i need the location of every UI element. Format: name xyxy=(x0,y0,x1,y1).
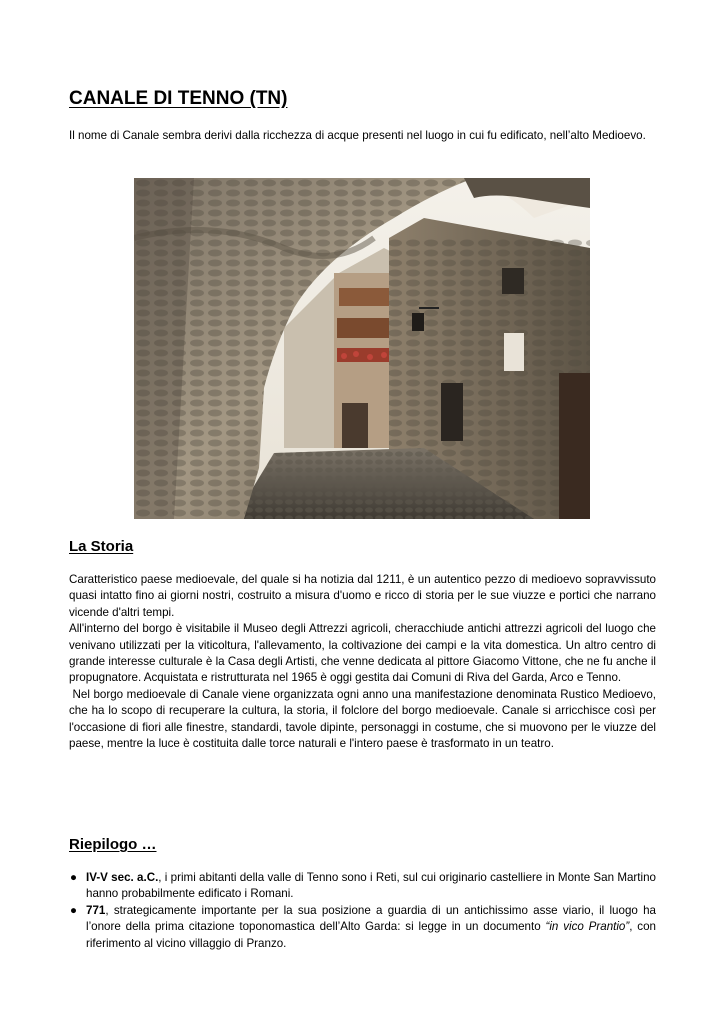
story-paragraph: Caratteristico paese medioevale, del quale si ha notizia dal 1211, è un autentico pezzo di medioevo sopravvissuto quasi intatto fino ai giorni nostri, costruito a misura d'uomo e ricco di storia per le sue viuzze e portici che narrano vicende d'altri tempi. xyxy=(69,573,656,619)
document-title: CANALE DI TENNO (TN) xyxy=(69,88,288,109)
item-date: IV-V sec. a.C. xyxy=(86,871,159,884)
story-text xyxy=(69,572,660,752)
bullet-icon: ● xyxy=(70,871,78,884)
bullet-icon: ● xyxy=(70,903,78,917)
story-heading: La Storia xyxy=(69,538,134,555)
intro-paragraph: Il nome di Canale sembra derivi dalla ricchezza di acque presenti nel luogo in cui fu edificato, nell’alto Medioevo. xyxy=(69,129,646,142)
story-paragraph: All'interno del borgo è visitabile il Museo degli Attrezzi agricoli, cheracchiude antichi attrezzi agricoli del luogo che venivano utilizzati per la viticoltura, l'allevamento, la coltivazione dei campi e la vita domestica. Un altro centro di grande interesse culturale è la Casa degli Artisti, che venne dedicata al pittore Giacomo Vittone, che ne fu anche il propugnatore. Acquistata e ristrutturata nel 1965 è oggi gestita dai Comuni di Riva del Garda, Arco e Tenno. xyxy=(69,622,656,685)
item-date: 771 xyxy=(86,903,106,917)
story-paragraph: Nel borgo medioevale di Canale viene organizzata ogni anno una manifestazione denominata Rustico Medioevo, che ha lo scopo di recuperare la cultura, la storia, il folclore del borgo medioevale. Canale si arricchisce così per l'occasione di fiori alle finestre, standardi, tavole dipinte, personaggi in costume, che si muovono per le viuzze del paese, mentre la luce è costituita dalle torce naturali e l'intero paese è trasformato in un teatro. xyxy=(69,687,660,751)
village-arch-photo xyxy=(134,178,590,519)
arch-street-illustration xyxy=(134,178,590,519)
item-text: , i primi abitanti della valle di Tenno sono i Reti, sul cui originario castelliere in Monte San Martino hanno probabilmente edificato i Romani. xyxy=(86,871,656,901)
summary-heading: Riepilogo … xyxy=(69,836,157,853)
item-text: , strategicamente importante per la sua posizione a guardia di un antichissimo asse viario, il luogo ha l’onore della prima citazione toponomastica dell’Alto Garda: si legge in un documento xyxy=(86,903,656,934)
list-item xyxy=(69,903,656,952)
summary-list xyxy=(69,870,656,952)
list-item xyxy=(69,870,656,903)
item-quote: “in vico Prantio” xyxy=(545,920,630,934)
item-tail: , con riferimento al vicino villaggio di Pranzo. xyxy=(86,920,656,950)
